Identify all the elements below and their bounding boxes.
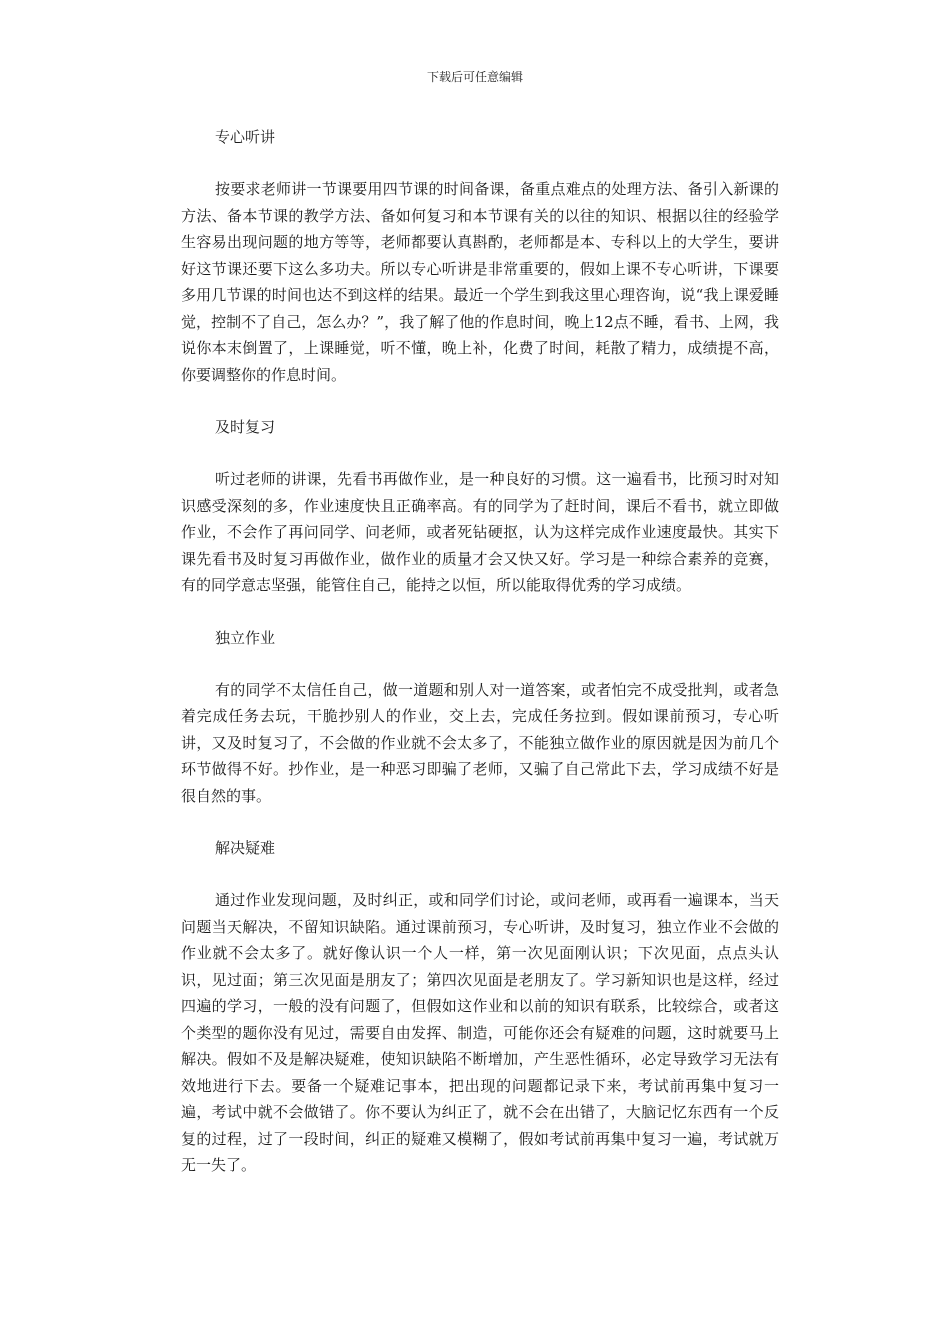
document-body: [181, 124, 779, 1205]
section-paragraph-listen: 按要求老师讲一节课要用四节课的时间备课，备重点难点的处理方法、备引入新课的方法、备本节课的教学方法、备如何复习和本节课有关的以往的知识、根据以往的经验学生容易出现问题的地方等等，老师都要认真斟酌，老师都是本、专科以上的大学生，要讲好这节课还要下这么多功夫。所以专心听讲是非常重要的，假如上课不专心听讲，下课要多用几节课的时间也达不到这样的结果。最近一个学生到我这里心理咨询，说“我上课爱睡觉，控制不了自己，怎么办？”，我了解了他的作息时间，晚上12点不睡，看书、上网，我说你本末倒置了，上课睡觉，听不懂，晚上补，化费了时间，耗散了精力，成绩提不高，你要调整你的作息时间。: [181, 180, 779, 384]
section-heading-homework: 独立作业: [215, 628, 276, 647]
section-heading-review: 及时复习: [215, 418, 276, 436]
section-paragraph-homework: 有的同学不太信任自己，做一道题和别人对一道答案，或者怕完不成受批判，或者急着完成任务去玩，干脆抄别人的作业，交上去，完成任务拉到。假如课前预习，专心听讲，又及时复习了，不会做的作业就不会太多了，不能独立做作业的原因就是因为前几个环节做得不好。抄作业，是一种恶习即骗了老师，又骗了自己常此下去，学习成绩不好是很自然的事。: [181, 680, 779, 805]
section-heading-difficulties: 解决疑难: [215, 839, 276, 857]
section-paragraph-difficulties: 通过作业发现问题，及时纠正，或和同学们讨论，或问老师，或再看一遍课本，当天问题当天解决，不留知识缺陷。通过课前预习，专心听讲，及时复习，独立作业不会做的作业就不会太多了。就好像认识一个人一样，第一次见面刚认识；下次见面，点点头认识，见过面；第三次见面是朋友了；第四次见面是老朋友了。学习新知识也是这样，经过四遍的学习，一般的没有问题了，但假如这作业和以前的知识有联系，比较综合，或者这个类型的题你没有见过，需要自由发挥、制造，可能你还会有疑难的问题，这时就要马上解决。假如不及是解决疑难，使知识缺陷不断增加，产生恶性循环，必定导致学习无法有效地进行下去。要备一个疑难记事本，把出现的问题都记录下来，考试前再集中复习一遍，考试中就不会做错了。你不要认为纠正了，就不会在出错了，大脑记忆东西有一个反复的过程，过了一段时间，纠正的疑难又模糊了，假如考试前再集中复习一遍，考试就万无一失了。: [181, 891, 779, 1174]
section-paragraph-review: 听过老师的讲课，先看书再做作业，是一种良好的习惯。这一遍看书，比预习时对知识感受深刻的多，作业速度快且正确率高。有的同学为了赶时间，课后不看书，就立即做作业，不会作了再问同学、问老师，或者死钻硬抠，认为这样完成作业速度最快。其实下课先看书及时复习再做作业，做作业的质量才会又快又好。学习是一种综合素养的竞赛，有的同学意志坚强，能管住自己，能持之以恒，所以能取得优秀的学习成绩。: [181, 470, 779, 594]
header-note: 下载后可任意编辑: [426, 70, 523, 84]
section-heading-listen: 专心听讲: [215, 128, 276, 146]
